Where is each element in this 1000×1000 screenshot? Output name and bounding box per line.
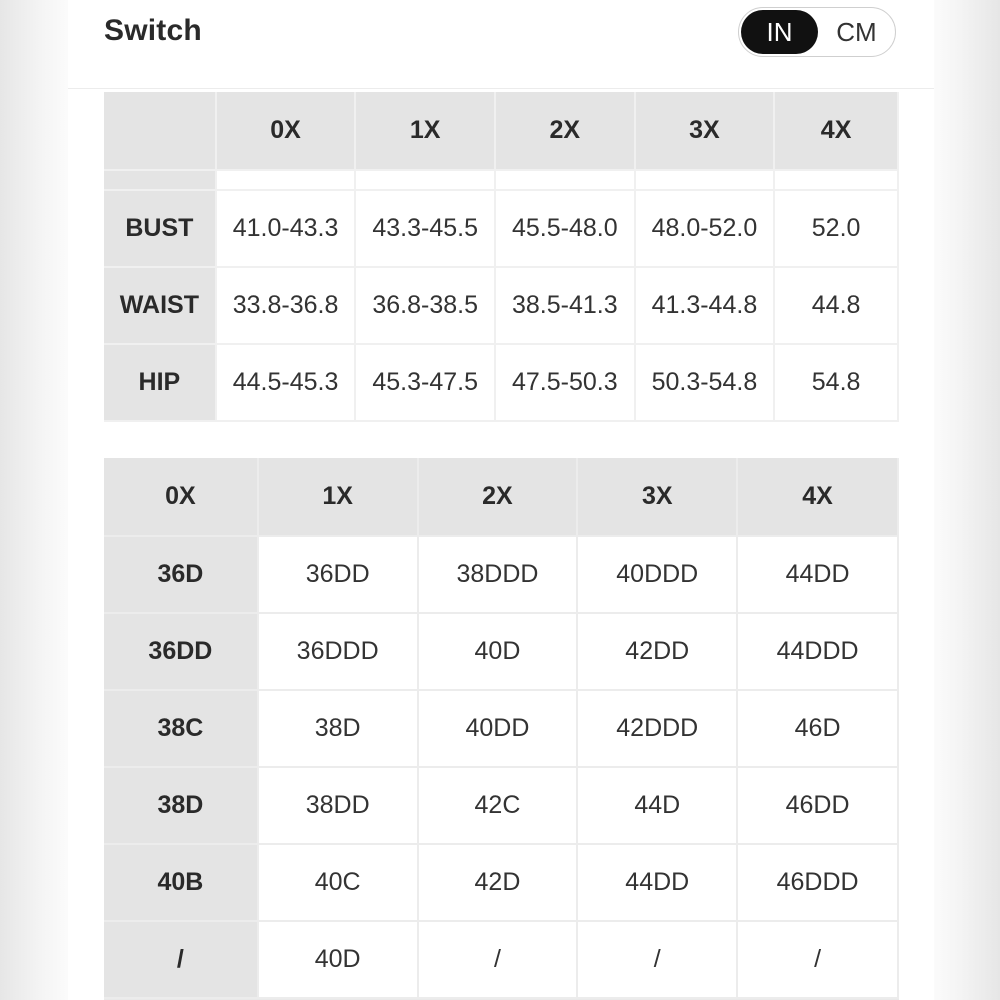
table-cell: 36DDD [258, 613, 418, 690]
table-cell: 41.3-44.8 [635, 267, 775, 344]
row-label: WAIST [104, 267, 216, 344]
table-cell: 43.3-45.5 [355, 190, 495, 267]
table-cell: / [737, 921, 898, 998]
table-cell: 42C [418, 767, 578, 844]
table-cell: 45.5-48.0 [495, 190, 635, 267]
spacer-cell [495, 170, 635, 190]
row-label: BUST [104, 190, 216, 267]
unit-toggle[interactable] [738, 7, 896, 57]
table-row-bust [104, 190, 898, 267]
table-cell: / [577, 921, 737, 998]
table-cell: 54.8 [774, 344, 898, 421]
measurements-table-scroll[interactable] [104, 92, 899, 422]
table-cell: 38DDD [418, 536, 578, 613]
corner-cell [104, 92, 216, 170]
table-cell: 38D [258, 690, 418, 767]
column-header: 0X [216, 92, 356, 170]
row-label: 36DD [104, 613, 258, 690]
table-cell: 44.8 [774, 267, 898, 344]
column-header: 1X [355, 92, 495, 170]
column-header: 0X [104, 458, 258, 536]
column-header: 3X [577, 458, 737, 536]
page-title: Switch [104, 14, 202, 47]
column-header: 3X [635, 92, 775, 170]
table-cell: 46DD [737, 767, 898, 844]
table-row [104, 844, 898, 921]
table-cell: 44D [577, 767, 737, 844]
table-cell: 46DDD [737, 844, 898, 921]
column-header: 2X [418, 458, 578, 536]
table-row [104, 767, 898, 844]
row-label: / [104, 921, 258, 998]
table-cell: 52.0 [774, 190, 898, 267]
table-row [104, 613, 898, 690]
table-cell: 42D [418, 844, 578, 921]
table-cell: 40DDD [577, 536, 737, 613]
table-cell: / [418, 921, 578, 998]
table-cell: 40C [258, 844, 418, 921]
bra-size-table-scroll[interactable] [104, 458, 899, 1000]
table-cell: 44.5-45.3 [216, 344, 356, 421]
bra-size-table [104, 458, 899, 999]
spacer-cell [104, 170, 216, 190]
table-cell: 40D [418, 613, 578, 690]
measurements-header-row [104, 92, 898, 170]
spacer-cell [216, 170, 356, 190]
measurements-table [104, 92, 899, 422]
table-row [104, 536, 898, 613]
row-label: HIP [104, 344, 216, 421]
table-cell: 42DD [577, 613, 737, 690]
table-row [104, 921, 898, 998]
table-cell: 36DD [258, 536, 418, 613]
spacer-cell [635, 170, 775, 190]
column-header: 4X [774, 92, 898, 170]
table-row-hip [104, 344, 898, 421]
spacer-row [104, 170, 898, 190]
table-cell: 47.5-50.3 [495, 344, 635, 421]
table-cell: 45.3-47.5 [355, 344, 495, 421]
table-cell: 38DD [258, 767, 418, 844]
spacer-cell [774, 170, 898, 190]
spacer-cell [355, 170, 495, 190]
table-row [104, 690, 898, 767]
table-cell: 33.8-36.8 [216, 267, 356, 344]
unit-in-option[interactable]: IN [741, 10, 818, 54]
row-label: 36D [104, 536, 258, 613]
table-cell: 40DD [418, 690, 578, 767]
table-row-waist [104, 267, 898, 344]
table-cell: 42DDD [577, 690, 737, 767]
table-cell: 44DDD [737, 613, 898, 690]
bra-header-row [104, 458, 898, 536]
table-cell: 40D [258, 921, 418, 998]
header-bar [68, 0, 934, 89]
table-cell: 50.3-54.8 [635, 344, 775, 421]
column-header: 2X [495, 92, 635, 170]
table-cell: 46D [737, 690, 898, 767]
unit-cm-option[interactable]: CM [836, 16, 877, 47]
table-cell: 36.8-38.5 [355, 267, 495, 344]
table-cell: 44DD [577, 844, 737, 921]
column-header: 1X [258, 458, 418, 536]
row-label: 40B [104, 844, 258, 921]
row-label: 38C [104, 690, 258, 767]
table-cell: 48.0-52.0 [635, 190, 775, 267]
column-header: 4X [737, 458, 898, 536]
row-label: 38D [104, 767, 258, 844]
table-cell: 41.0-43.3 [216, 190, 356, 267]
table-cell: 38.5-41.3 [495, 267, 635, 344]
table-cell: 44DD [737, 536, 898, 613]
